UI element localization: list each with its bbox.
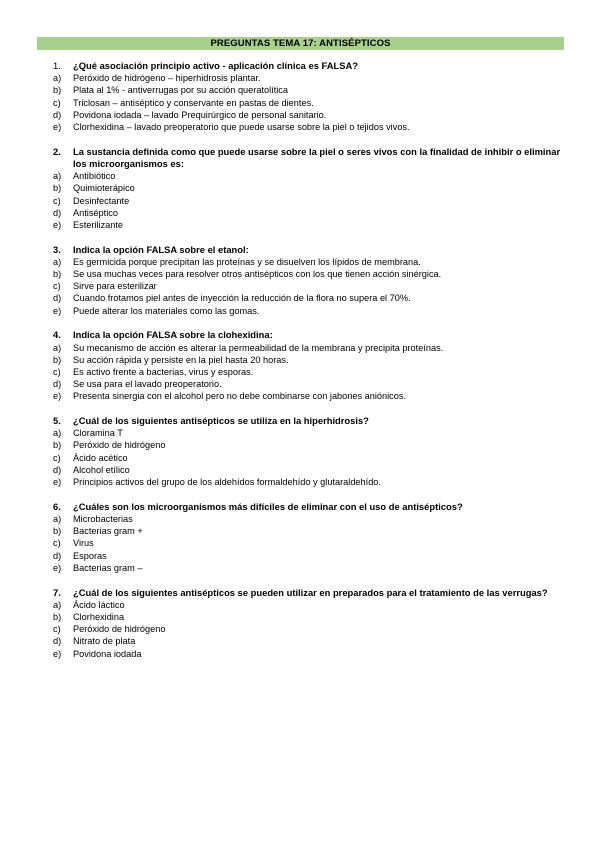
option-letter: a) bbox=[53, 514, 62, 524]
option-text: Cuando frotamos piel antes de inyección la reducción de la flora no supera el 70%. bbox=[73, 293, 411, 304]
option-letter: e) bbox=[53, 305, 62, 316]
option-letter: a) bbox=[53, 171, 62, 182]
answer-option bbox=[53, 207, 568, 219]
answer-option bbox=[53, 550, 568, 562]
question-number: 1. bbox=[53, 60, 61, 71]
option-text: Desinfectante bbox=[73, 195, 130, 206]
option-letter: d) bbox=[53, 550, 62, 561]
question-text: ¿Cuáles son los microorganismos más difíciles de eliminar con el uso de antisépticos? bbox=[73, 500, 463, 512]
answer-option bbox=[53, 427, 568, 439]
answer-option bbox=[53, 439, 568, 451]
answer-option bbox=[53, 390, 568, 402]
option-text: Es activo frente a bacterias, virus y esporas. bbox=[73, 366, 254, 377]
question-heading bbox=[53, 501, 568, 513]
answer-option bbox=[53, 562, 568, 574]
question-item bbox=[53, 60, 568, 133]
option-letter: d) bbox=[53, 207, 62, 218]
answer-option bbox=[53, 378, 568, 390]
option-text: Sirve para esterilizar bbox=[73, 281, 157, 292]
answer-option bbox=[53, 219, 568, 231]
question-heading bbox=[53, 415, 568, 427]
answer-option bbox=[53, 170, 568, 182]
answer-option bbox=[53, 537, 568, 549]
option-letter: b) bbox=[53, 526, 62, 537]
option-list bbox=[53, 513, 568, 574]
answer-option bbox=[53, 464, 568, 476]
option-text: Bacterias gram + bbox=[73, 526, 143, 537]
option-letter: b) bbox=[53, 85, 62, 96]
option-text: Peróxido de hidrógeno bbox=[73, 624, 166, 635]
option-text: Peróxido de hidrógeno – hiperhidrosis plantar. bbox=[73, 73, 261, 84]
question-heading bbox=[53, 244, 568, 256]
question-heading bbox=[53, 329, 568, 341]
answer-option bbox=[53, 513, 568, 525]
option-text: Clorhexidina – lavado preoperatorio que puede usarse sobre la piel o tejidos vivos. bbox=[73, 122, 410, 133]
option-letter: c) bbox=[53, 452, 61, 463]
option-text: Clorhexidina bbox=[73, 611, 125, 622]
answer-option bbox=[53, 648, 568, 660]
answer-option bbox=[53, 305, 568, 317]
option-text: Esporas bbox=[73, 550, 107, 561]
option-list bbox=[53, 342, 568, 403]
option-letter: a) bbox=[53, 599, 62, 610]
option-text: Se usa muchas veces para resolver otros antisépticos con los que tienen acción sinérgica. bbox=[73, 269, 442, 280]
option-letter: e) bbox=[53, 562, 62, 573]
answer-option bbox=[53, 268, 568, 280]
question-item bbox=[53, 329, 568, 402]
option-letter: e) bbox=[53, 219, 62, 230]
option-text: Povidona iodada bbox=[73, 648, 142, 659]
option-text: Puede alterar los materiales como las gomas. bbox=[73, 305, 260, 316]
question-text: Indica la opción FALSA sobre la clohexidina: bbox=[73, 329, 273, 341]
answer-option bbox=[53, 121, 568, 133]
option-letter: e) bbox=[53, 391, 62, 402]
option-list bbox=[53, 599, 568, 660]
question-text: ¿Qué asociación principio activo - aplicación clínica es FALSA? bbox=[73, 60, 358, 71]
page-title: PREGUNTAS TEMA 17: ANTISÉPTICOS bbox=[37, 37, 564, 50]
option-text: Su mecanismo de acción es alterar la permeabilidad de la membrana y precipita proteínas. bbox=[73, 342, 444, 353]
question-heading bbox=[53, 587, 568, 599]
option-letter: b) bbox=[53, 354, 62, 365]
option-text: Su acción rápida y persiste en la piel hasta 20 horas. bbox=[73, 354, 289, 365]
answer-option bbox=[53, 84, 568, 96]
option-text: Alcohol etílico bbox=[73, 464, 130, 475]
option-letter: e) bbox=[53, 477, 62, 488]
option-list bbox=[53, 72, 568, 133]
question-heading bbox=[53, 60, 568, 72]
answer-option bbox=[53, 623, 568, 635]
option-letter: d) bbox=[53, 636, 62, 647]
option-letter: a) bbox=[53, 428, 62, 439]
answer-option bbox=[53, 452, 568, 464]
option-text: Antiséptico bbox=[73, 207, 118, 218]
question-item bbox=[53, 415, 568, 488]
question-heading bbox=[53, 146, 568, 170]
option-text: Bacterias gram – bbox=[73, 562, 143, 573]
option-letter: c) bbox=[53, 281, 61, 292]
answer-option bbox=[53, 109, 568, 121]
option-text: Ácido láctico bbox=[73, 599, 125, 610]
question-text: ¿Cuál de los siguientes antisépticos se pueden utilizar en preparados para el tratamiento de las verrugas? bbox=[73, 586, 548, 598]
option-text: Antibiótico bbox=[73, 171, 116, 182]
option-letter: c) bbox=[53, 366, 61, 377]
answer-option bbox=[53, 635, 568, 647]
option-list bbox=[53, 256, 568, 317]
option-text: Se usa para el lavado preoperatorio. bbox=[73, 379, 222, 390]
option-text: Es germicida porque precipitan las proteínas y se disuelven los lípidos de membrana. bbox=[73, 256, 421, 267]
answer-option bbox=[53, 525, 568, 537]
option-text: Triclosan – antiséptico y conservante en pastas de dientes. bbox=[73, 97, 314, 108]
answer-option bbox=[53, 366, 568, 378]
option-text: Ácido acético bbox=[73, 452, 128, 463]
answer-option bbox=[53, 97, 568, 109]
question-text: ¿Cuál de los siguientes antisépticos se utiliza en la hiperhidrosis? bbox=[73, 415, 369, 427]
option-text: Microbacterias bbox=[73, 514, 133, 524]
option-letter: b) bbox=[53, 269, 62, 280]
option-letter: c) bbox=[53, 97, 61, 108]
option-text: Plata al 1% - antiverrugas por su acción queratolítica bbox=[73, 85, 289, 96]
answer-option bbox=[53, 476, 568, 488]
option-letter: e) bbox=[53, 122, 62, 133]
option-text: Peróxido de hidrógeno bbox=[73, 440, 166, 451]
option-letter: b) bbox=[53, 440, 62, 451]
answer-option bbox=[53, 599, 568, 611]
option-text: Principios activos del grupo de los aldehídos formaldehído y glutaraldehído. bbox=[73, 477, 381, 488]
option-letter: e) bbox=[53, 648, 62, 659]
option-letter: a) bbox=[53, 256, 62, 267]
option-letter: b) bbox=[53, 183, 62, 194]
option-letter: d) bbox=[53, 109, 62, 120]
question-number: 7. bbox=[53, 586, 61, 598]
question-item bbox=[53, 146, 568, 231]
question-number: 2. bbox=[53, 145, 61, 157]
question-number: 4. bbox=[53, 329, 61, 341]
answer-option bbox=[53, 280, 568, 292]
option-text: Cloramina T bbox=[73, 428, 123, 439]
option-text: Nitrato de plata bbox=[73, 636, 136, 647]
option-text: Esterilizante bbox=[73, 219, 124, 230]
option-list bbox=[53, 427, 568, 488]
option-text: Virus bbox=[73, 538, 94, 549]
option-letter: d) bbox=[53, 464, 62, 475]
question-item bbox=[53, 587, 568, 660]
option-letter: d) bbox=[53, 293, 62, 304]
question-number: 6. bbox=[53, 500, 61, 512]
question-text: Indica la opción FALSA sobre el etanol: bbox=[73, 243, 249, 255]
option-text: Quimioterápico bbox=[73, 183, 135, 194]
question-item bbox=[53, 244, 568, 317]
answer-option bbox=[53, 611, 568, 623]
answer-option bbox=[53, 256, 568, 268]
answer-option bbox=[53, 72, 568, 84]
option-letter: c) bbox=[53, 195, 61, 206]
question-number: 3. bbox=[53, 243, 61, 255]
question-item bbox=[53, 501, 568, 574]
question-list bbox=[53, 60, 568, 672]
answer-option bbox=[53, 342, 568, 354]
option-letter: c) bbox=[53, 624, 61, 635]
question-number: 5. bbox=[53, 415, 61, 427]
answer-option bbox=[53, 182, 568, 194]
option-text: Presenta sinergia con el alcohol pero no debe combinarse con jabones aniónicos. bbox=[73, 391, 407, 402]
option-letter: c) bbox=[53, 538, 61, 549]
option-letter: a) bbox=[53, 342, 62, 353]
option-letter: d) bbox=[53, 379, 62, 390]
option-letter: a) bbox=[53, 73, 62, 84]
answer-option bbox=[53, 195, 568, 207]
option-list bbox=[53, 170, 568, 231]
option-letter: b) bbox=[53, 611, 62, 622]
answer-option bbox=[53, 292, 568, 304]
question-text: La sustancia definida como que puede usarse sobre la piel o seres vivos con la finalidad de inhibir o eliminar los microorganismos es: bbox=[73, 145, 561, 169]
answer-option bbox=[53, 354, 568, 366]
option-text: Povidona iodada – lavado Prequirúrgico de personal sanitario. bbox=[73, 109, 327, 120]
